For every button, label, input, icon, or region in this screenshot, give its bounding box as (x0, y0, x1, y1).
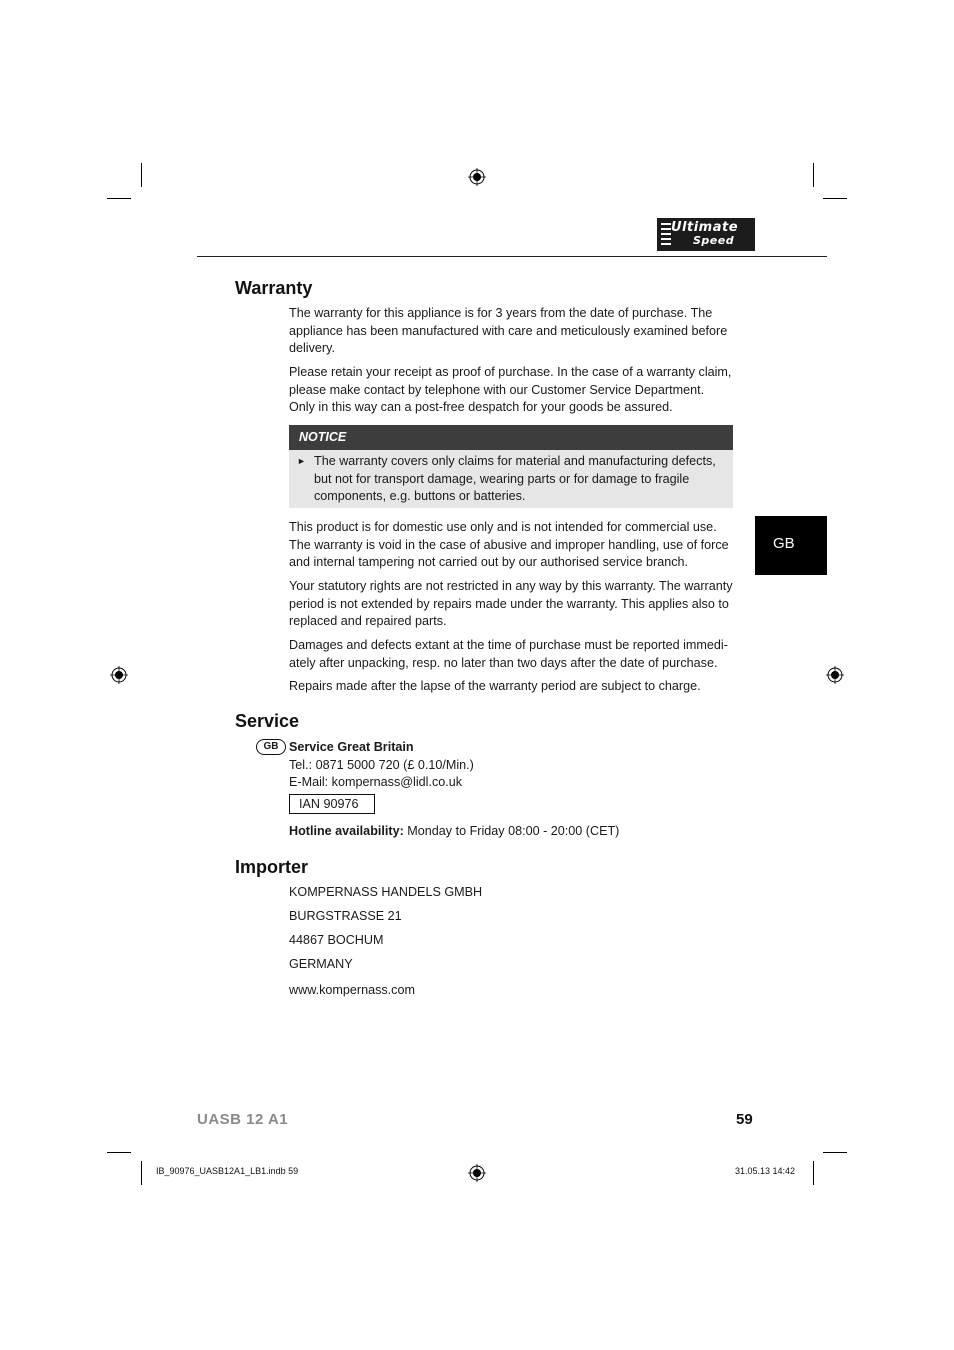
brand-logo (657, 218, 755, 251)
country-badge: GB (256, 739, 286, 755)
ian-number: IAN 90976 (299, 797, 359, 811)
service-tel: Tel.: 0871 5000 720 (£ 0.10/Min.) (289, 757, 474, 772)
notice-title: NOTICE (299, 430, 347, 444)
importer-line-4: GERMANY (289, 957, 353, 971)
warranty-paragraph-5: Damages and defects extant at the time of purchase must be reported immedi-ately after unpacking, resp. no later than two days after the date of purchase. (289, 638, 728, 670)
registration-mark-icon (826, 666, 844, 684)
warranty-paragraph-6: Repairs made after the lapse of the warranty period are subject to charge. (289, 679, 701, 693)
page-number: 59 (736, 1111, 753, 1128)
file-slug: IB_90976_UASB12A1_LB1.indb 59 (156, 1166, 299, 1176)
registration-mark-icon (468, 168, 486, 186)
crop-mark (141, 163, 142, 187)
importer-line-2: BURGSTRASSE 21 (289, 909, 402, 923)
service-email[interactable]: E-Mail: kompernass@lidl.co.uk (289, 775, 463, 789)
ian-box (289, 794, 375, 814)
warranty-heading: Warranty (235, 278, 313, 298)
date-slug: 31.05.13 14:42 (735, 1166, 796, 1176)
crop-mark (813, 163, 814, 187)
importer-line-1: KOMPERNASS HANDELS GMBH (289, 885, 483, 899)
crop-mark (107, 1152, 131, 1153)
importer-heading: Importer (235, 857, 309, 877)
hotline-value: Monday to Friday 08:00 - 20:00 (CET) (407, 824, 620, 838)
warranty-paragraph-3: This product is for domestic use only and is not intended for commercial use. The warranty is void in the case of abusive and improper handling, use of force and internal tampering not carried out by our authorised service branch. (289, 520, 729, 569)
hotline (289, 823, 733, 841)
importer-website[interactable]: www.kompernass.com (289, 983, 415, 997)
logo-line-1: Ultimate (671, 220, 739, 235)
model-number: UASB 12 A1 (197, 1111, 289, 1128)
service-heading: Service (235, 711, 300, 731)
crop-mark (823, 198, 847, 199)
crop-mark (813, 1161, 814, 1185)
registration-mark-icon (110, 666, 128, 684)
warranty-paragraph-1: The warranty for this appliance is for 3 years from the date of purchase. The appliance has been manufactured with care and meticulously examined before delivery. (289, 306, 728, 355)
notice-text: The warranty covers only claims for material and manufacturing defects, but not for transport damage, wearing parts or for damage to fragile components, e.g. buttons or batteries. (314, 454, 716, 503)
registration-mark-icon (468, 1164, 486, 1182)
crop-mark (107, 198, 131, 199)
service-name: Service Great Britain (289, 740, 414, 754)
importer-line-3: 44867 BOCHUM (289, 933, 384, 947)
logo-line-2: Speed (693, 234, 735, 247)
logo-stripes (661, 223, 671, 245)
warranty-paragraph-2: Please retain your receipt as proof of purchase. In the case of a warranty claim, please make contact by telephone with our Customer Service Department. Only in this way can a post-free despatch for your goods be assured. (289, 365, 732, 414)
language-tab (755, 516, 827, 575)
header-rule (197, 256, 827, 257)
notice-box (289, 450, 733, 508)
crop-mark (823, 1152, 847, 1153)
warranty-paragraph-4: Your statutory rights are not restricted in any way by this warranty. The warranty period is not extended by repairs made under the warranty. This applies also to replaced and repaired parts. (289, 579, 733, 628)
notice-header (289, 425, 733, 450)
bullet-arrow-icon: ► (297, 456, 306, 466)
hotline-label: Hotline availability: (289, 824, 404, 838)
crop-mark (141, 1161, 142, 1185)
service-details (289, 739, 733, 792)
language-tab-label: GB (773, 535, 795, 552)
